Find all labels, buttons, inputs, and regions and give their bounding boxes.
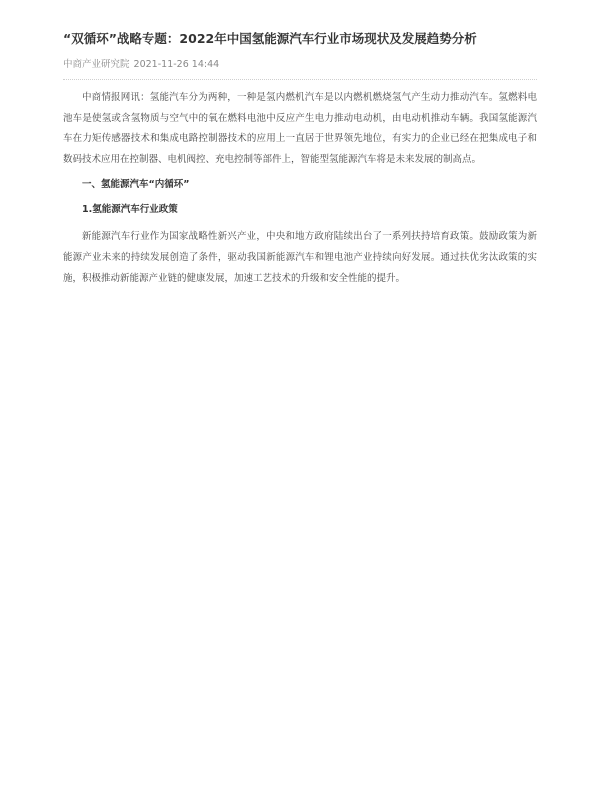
subsection-heading: 1.氢能源汽车行业政策	[82, 204, 178, 216]
policy-paragraph: 新能源汽车行业作为国家战略性新兴产业，中央和地方政府陆续出台了一系列扶持培育政策。鼓励政策为新能源产业未来的持续发展创造了条件，驱动我国新能源汽车和锂电池产业持续向好发展。通过扶优劣汰政策的实施，积极推动新能源产业链的健康发展，加速工艺技术的升级和安全性能的提升。	[63, 231, 537, 284]
article-meta	[63, 58, 537, 72]
title-divider	[63, 79, 537, 80]
intro-paragraph: 中商情报网讯：氢能汽车分为两种，一种是氢内燃机汽车是以内燃机燃烧氢气产生动力推动汽车。氢燃料电池车是使氢或含氢物质与空气中的氧在燃料电池中反应产生电力推动电动机，由电动机推动车辆。我国氢能源汽车在力矩传感器技术和集成电路控制器技术的应用上一直居于世界领先地位，有实力的企业已经在把集成电子和数码技术应用在控制器、电机阀控、充电控制等部件上，智能型氢能源汽车将是未来发展的制高点。	[63, 92, 537, 165]
article-date: 2021-11-26 14:44	[133, 59, 220, 70]
section-heading: 一、氢能源汽车“内循环”	[82, 179, 190, 191]
article-source: 中商产业研究院	[63, 59, 130, 70]
article	[63, 28, 537, 289]
article-title: “双循环”战略专题：2022年中国氢能源汽车行业市场现状及发展趋势分析	[63, 31, 477, 46]
